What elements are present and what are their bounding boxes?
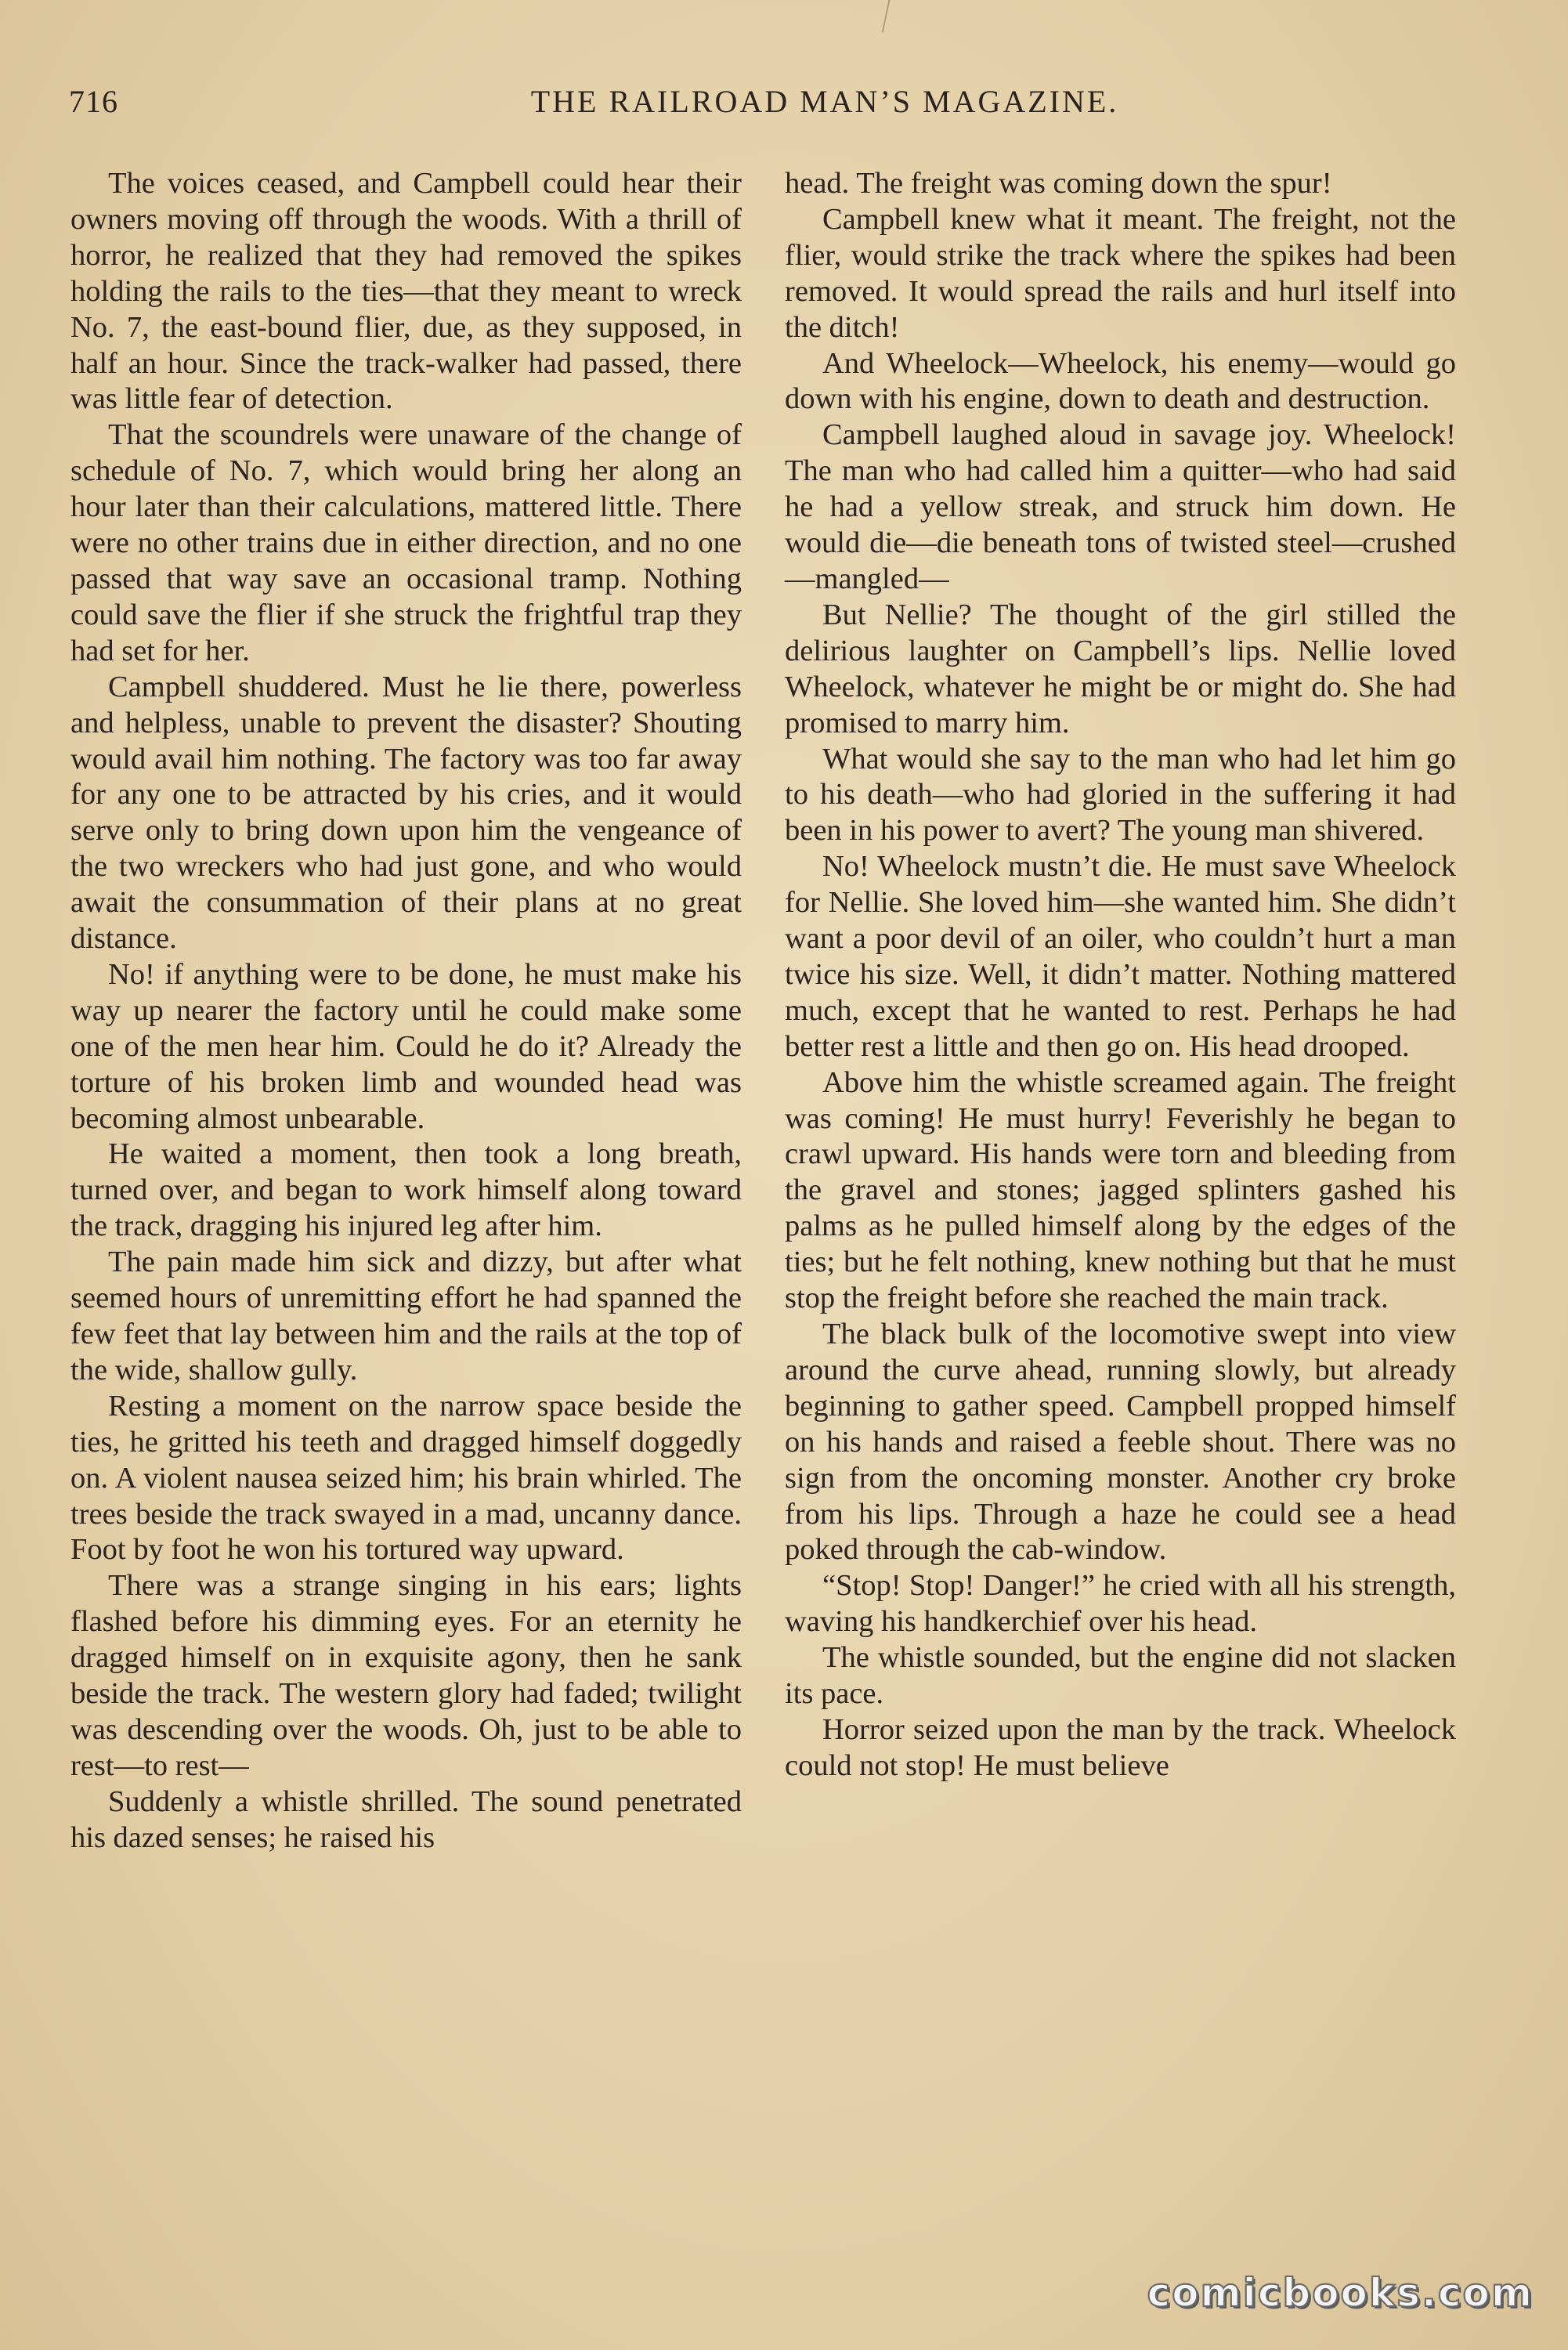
paragraph: Campbell shuddered. Must he lie there, powerless and helpless, unable to prevent the disaster? Shouting would avail him nothing. The factory was too far away for any one to be attracted by his cries, and it would serve only to bring down upon him the vengeance of the two wreckers who had just gone, and who would await the consummation of their plans at no great distance. [70, 670, 742, 956]
page-number: 716 [69, 84, 118, 119]
paragraph: He waited a moment, then took a long breath, turned over, and began to work himself along toward the track, dragging his injured leg after him. [70, 1137, 742, 1243]
paragraph: The whistle sounded, but the engine did not slacken its pace. [785, 1641, 1456, 1711]
paragraph: The black bulk of the locomotive swept into view around the curve ahead, running slowly, but already beginning to gather speed. Campbell propped himself on his hands and raised a feeble shout. There was no sign from the oncoming monster. Another cry broke from his lips. Through a haze he could see a head poked through the cab-window. [785, 1318, 1456, 1567]
pencil-mark [882, 0, 905, 36]
paragraph: But Nellie? The thought of the girl stilled the delirious laughter on Campbell’s lips. Nellie loved Wheelock, whatever he might be or might do. She had promised to marry him. [785, 598, 1456, 739]
paragraph: Horror seized upon the man by the track. Wheelock could not stop! He must believe [785, 1712, 1456, 1782]
running-head: THE RAILROAD MAN’S MAGAZINE. [530, 84, 1119, 119]
paragraph: The pain made him sick and dizzy, but after what seemed hours of unremitting effort he had spanned the few feet that lay between him and the rails at the top of the wide, shallow gully. [70, 1246, 742, 1386]
paragraph: No! Wheelock mustn’t die. He must save Wheelock for Nellie. She loved him—she wanted him. She didn’t want a poor devil of an oiler, who couldn’t hurt a man twice his size. Well, it didn’t matter. Nothing mattered much, except that he wanted to rest. Perhaps he had better rest a little and then go on. His head drooped. [785, 850, 1456, 1063]
paragraph: Above him the whistle screamed again. The freight was coming! He must hurry! Feverishly he began to crawl upward. His hands were torn and bleeding from the gravel and stones; jagged splinters gashed his palms as he pulled himself along by the edges of the ties; but he felt nothing, knew nothing but that he must stop the freight before she reached the main track. [785, 1065, 1456, 1315]
paragraph: That the scoundrels were unaware of the change of schedule of No. 7, which would bring her along an hour later than their calculations, mattered little. There were no other trains due in either direction, and no one passed that way save an occasional tramp. Nothing could save the flier if she struck the frightful trap they had set for her. [70, 418, 742, 667]
paragraph: Campbell knew what it meant. The freight, not the flier, would strike the track where the spikes had been removed. It would spread the rails and hurl itself into the ditch! [785, 202, 1456, 344]
paragraph: Resting a moment on the narrow space beside the ties, he gritted his teeth and dragged himself doggedly on. A violent nausea seized him; his brain whirled. The trees beside the track swayed in a mad, uncanny dance. Foot by foot he won his tortured way upward. [70, 1389, 742, 1567]
right-column [785, 166, 1456, 1784]
left-column [70, 166, 742, 1856]
paragraph-continuation: head. The freight was coming down the spur! [785, 167, 1332, 200]
paragraph: “Stop! Stop! Danger!” he cried with all his strength, waving his handkerchief over his head. [785, 1569, 1456, 1639]
paragraph: No! if anything were to be done, he must make his way up nearer the factory until he could make some one of the men hear him. Could he do it? Already the torture of his broken limb and wounded head was becoming almost unbearable. [70, 957, 742, 1135]
paragraph: Suddenly a whistle shrilled. The sound penetrated his dazed senses; he raised his [70, 1784, 742, 1854]
paragraph: And Wheelock—Wheelock, his enemy—would go down with his engine, down to death and destruction. [785, 346, 1456, 416]
paragraph: There was a strange singing in his ears; lights flashed before his dimming eyes. For an eternity he dragged himself on in exquisite agony, then he sank beside the track. The western glory had faded; twilight was descending over the woods. Oh, just to be able to rest—to rest— [70, 1569, 742, 1782]
watermark: comicbooks.com [1147, 2270, 1534, 2316]
paragraph: What would she say to the man who had let him go to his death—who had gloried in the suffering it had been in his power to avert? The young man shivered. [785, 742, 1456, 848]
paragraph: The voices ceased, and Campbell could hear their owners moving off through the woods. With a thrill of horror, he realized that they had removed the spikes holding the rails to the ties—that they meant to wreck No. 7, the east-bound flier, due, as they supposed, in half an hour. Since the track-walker had passed, there was little fear of detection. [70, 167, 742, 416]
paragraph: Campbell laughed aloud in savage joy. Wheelock! The man who had called him a quitter—who had said he had a yellow streak, and struck him down. He would die—die beneath tons of twisted steel—crushed—mangled— [785, 418, 1456, 595]
page-header [69, 83, 1502, 130]
